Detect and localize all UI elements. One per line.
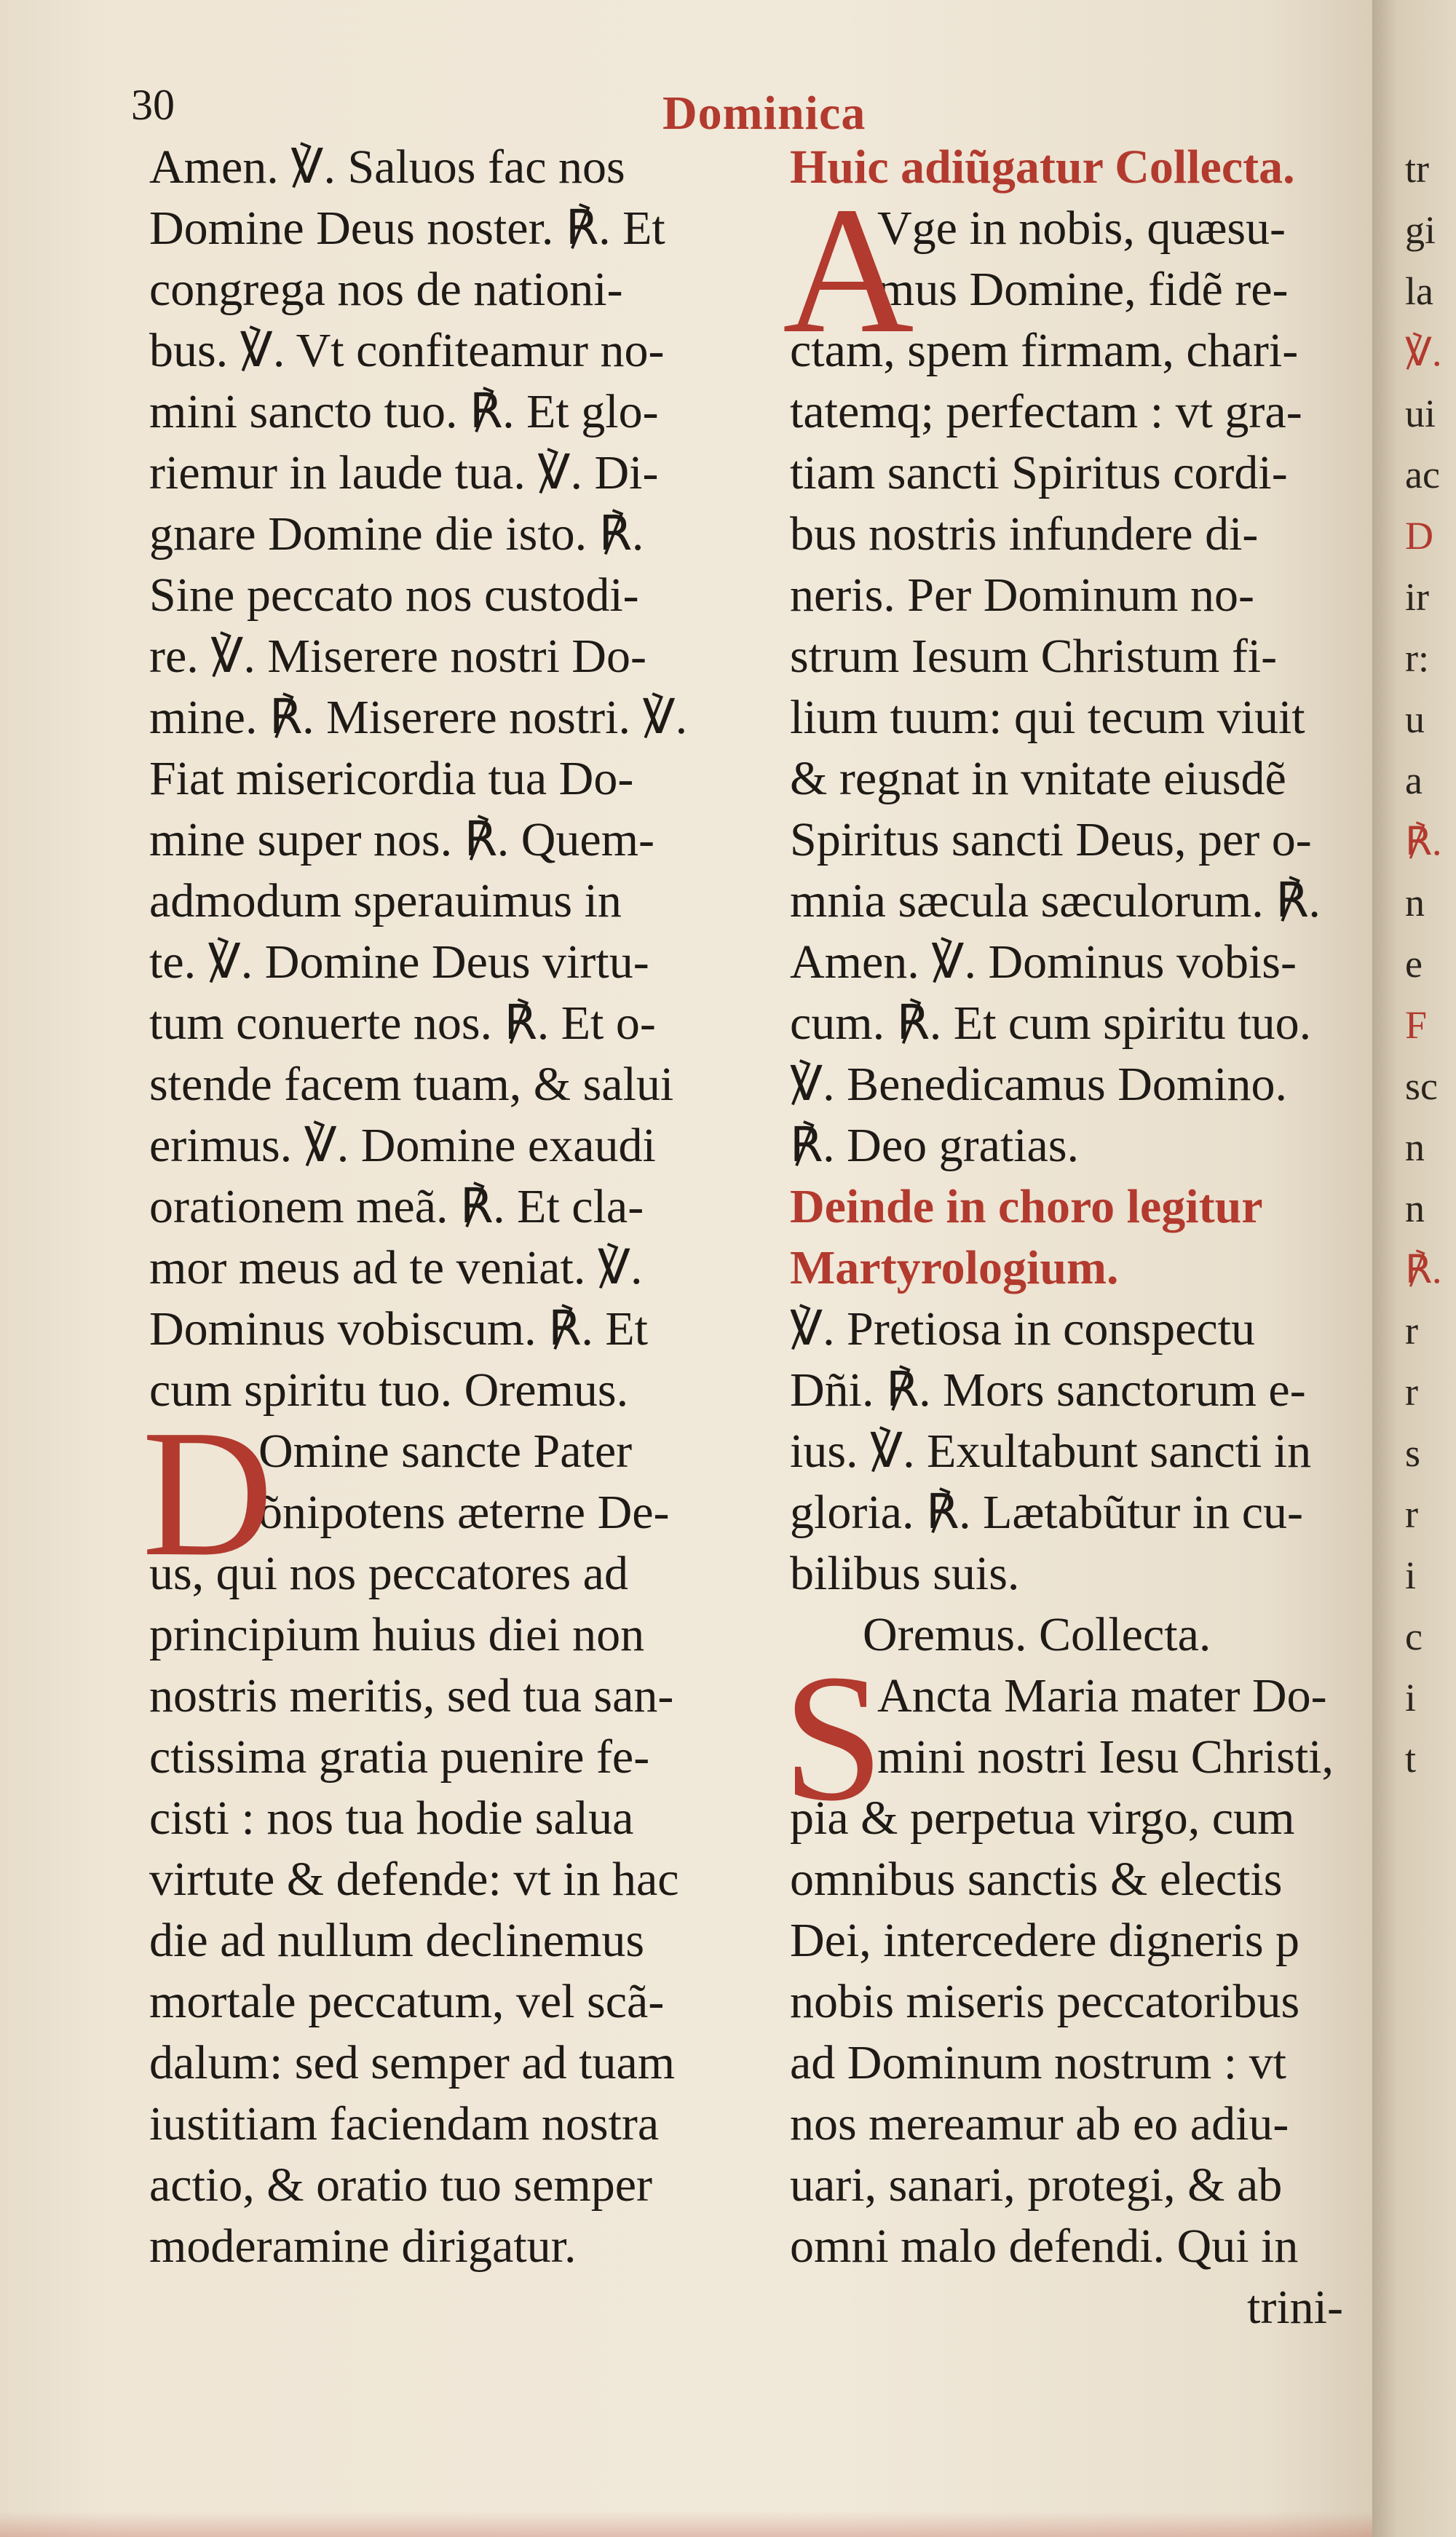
text-line: uari, sanari, protegi, & ab <box>790 2158 1283 2212</box>
page-number: 30 <box>131 81 175 129</box>
text-line: mini sancto tuo. ℟. Et glo- <box>149 385 659 438</box>
text-line: gnare Domine die isto. ℟. <box>149 507 644 561</box>
edge-fragment: a <box>1405 759 1423 802</box>
text-line: riemur in laude tua. ℣. Di- <box>149 446 659 499</box>
text-line: Domine Deus noster. ℟. Et <box>149 202 665 255</box>
right-column <box>783 137 1372 2338</box>
text-line: tatemq; perfectam : vt gra- <box>790 385 1302 438</box>
text-line: orationem meã. ℟. Et cla- <box>149 1180 644 1233</box>
edge-fragment: tr <box>1405 147 1429 191</box>
left-column <box>142 137 768 2277</box>
edge-fragment: r <box>1405 1370 1418 1414</box>
text-line: Dei, intercedere digneris p <box>790 1914 1300 1967</box>
edge-fragment: sc <box>1405 1064 1438 1108</box>
text-line: ius. ℣. Exultabunt sancti in <box>790 1425 1312 1478</box>
text-line: stende facem tuam, & salui <box>149 1058 674 1111</box>
text-line: ad Dominum nostrum : vt <box>790 2036 1286 2089</box>
text-line: actio, & oratio tuo semper <box>149 2158 652 2212</box>
text-line: die ad nullum declinemus <box>149 1914 645 1967</box>
edge-fragment: r: <box>1405 636 1429 680</box>
text-line: mus Domine, fidẽ re- <box>877 263 1289 316</box>
text-line: tiam sancti Spiritus cordi- <box>790 446 1288 499</box>
text-line: cum spiritu tuo. Oremus. <box>149 1364 629 1417</box>
edge-fragment: ℟. <box>1405 820 1442 863</box>
text-line: te. ℣. Domine Deus virtu- <box>149 935 649 989</box>
text-line: bilibus suis. <box>790 1547 1020 1600</box>
edge-fragment: c <box>1405 1615 1423 1658</box>
text-line: principium huius diei non <box>149 1608 645 1661</box>
text-line: ℣. Pretiosa in conspectu <box>790 1302 1256 1355</box>
edge-fragment: ir <box>1405 575 1429 619</box>
dropcap-letter: S <box>783 1637 885 1839</box>
text-line: mine super nos. ℟. Quem- <box>149 813 655 866</box>
text-line: mortale peccatum, vel scã- <box>149 1975 665 2028</box>
text-line: Dñi. ℟. Mors sanctorum e- <box>790 1364 1306 1417</box>
text-line: Sine peccato nos custodi- <box>149 569 639 622</box>
text-line: mini nostri Iesu Christi, <box>877 1730 1334 1784</box>
text-line: cum. ℟. Et cum spiritu tuo. <box>790 997 1312 1050</box>
text-line: neris. Per Dominum no- <box>790 569 1254 622</box>
edge-fragment: la <box>1405 269 1433 313</box>
edge-fragment: n <box>1405 1125 1425 1169</box>
text-line: cisti : nos tua hodie salua <box>149 1792 634 1845</box>
edge-fragment: ℟. <box>1405 1248 1442 1291</box>
page-bottom-edge <box>0 2512 1372 2537</box>
text-line: pia & perpetua virgo, cum <box>790 1792 1295 1845</box>
dropcap-letter: D <box>142 1393 274 1594</box>
rubric-heading: Huic adiũgatur Collecta. <box>790 140 1295 194</box>
catchword: trini- <box>1247 2281 1343 2334</box>
text-line: Amen. ℣. Saluos fac nos <box>149 140 625 194</box>
edge-fragment: D <box>1405 514 1433 558</box>
edge-fragment: e <box>1405 942 1423 986</box>
text-line: omni malo defendi. Qui in <box>790 2220 1299 2273</box>
edge-fragment: F <box>1405 1003 1428 1047</box>
text-line: Spiritus sancti Deus, per o- <box>790 813 1312 866</box>
edge-fragment: ℣. <box>1405 331 1442 374</box>
text-line: Oremus. Collecta. <box>863 1608 1211 1661</box>
text-line: õnipotens æterne De- <box>258 1486 670 1539</box>
text-line: Dominus vobiscum. ℟. Et <box>149 1302 648 1355</box>
text-line: bus nostris infundere di- <box>790 507 1259 561</box>
text-line: ctissima gratia puenire fe- <box>149 1730 650 1784</box>
text-line: lium tuum: qui tecum viuit <box>790 691 1305 744</box>
text-line: ctam, spem firmam, chari- <box>790 324 1299 377</box>
text-line: tum conuerte nos. ℟. Et o- <box>149 997 656 1050</box>
text-line: nostris meritis, sed tua san- <box>149 1669 674 1722</box>
text-line: mine. ℟. Miserere nostri. ℣. <box>149 691 688 744</box>
text-line: ℣. Benedicamus Domino. <box>790 1058 1288 1111</box>
dropcap-letter: A <box>783 170 914 371</box>
text-line: re. ℣. Miserere nostri Do- <box>149 630 646 683</box>
text-line: admodum sperauimus in <box>149 874 622 927</box>
text-line: congrega nos de nationi- <box>149 263 623 316</box>
text-line: Omine sancte Pater <box>258 1425 633 1478</box>
text-line: & regnat in vnitate eiusdẽ <box>790 752 1286 805</box>
text-line: Amen. ℣. Dominus vobis- <box>790 935 1297 989</box>
edge-fragment: n <box>1405 1187 1425 1230</box>
running-head: Dominica <box>662 87 866 140</box>
edge-fragment: r <box>1405 1309 1418 1353</box>
edge-fragment: i <box>1405 1676 1417 1719</box>
text-line: Vge in nobis, quæsu- <box>877 202 1286 255</box>
text-line: moderamine dirigatur. <box>149 2220 577 2273</box>
text-line: Fiat misericordia tua Do- <box>149 752 634 805</box>
edge-fragment: u <box>1405 697 1425 741</box>
edge-fragment: i <box>1405 1554 1417 1597</box>
text-line: nos mereamur ab eo adiu- <box>790 2097 1289 2150</box>
edge-fragment: ac <box>1405 453 1440 496</box>
text-line: us, qui nos peccatores ad <box>149 1547 628 1600</box>
edge-fragment: t <box>1405 1737 1417 1781</box>
text-line: bus. ℣. Vt confiteamur no- <box>149 324 665 377</box>
edge-fragment: gi <box>1405 208 1436 252</box>
text-line: erimus. ℣. Domine exaudi <box>149 1119 656 1172</box>
edge-fragment: ui <box>1405 392 1436 435</box>
rubric-heading: Deinde in choro legitur Martyrologium. <box>790 1180 1262 1294</box>
text-line: nobis miseris peccatoribus <box>790 1975 1300 2028</box>
edge-fragment: r <box>1405 1492 1418 1536</box>
text-line: mnia sæcula sæculorum. ℟. <box>790 874 1321 927</box>
edge-fragment: s <box>1405 1431 1421 1475</box>
text-line: gloria. ℟. Lætabũtur in cu- <box>790 1486 1303 1539</box>
next-page-edge-text <box>1405 138 1456 1789</box>
text-line: dalum: sed semper ad tuam <box>149 2036 676 2089</box>
text-line: strum Iesum Christum fi- <box>790 630 1278 683</box>
text-line: Ancta Maria mater Do- <box>877 1669 1327 1722</box>
text-line: mor meus ad te veniat. ℣. <box>149 1241 643 1294</box>
edge-fragment: n <box>1405 881 1425 925</box>
text-line: virtute & defende: vt in hac <box>149 1853 679 1906</box>
text-line: omnibus sanctis & electis <box>790 1853 1283 1906</box>
text-line: iustitiam faciendam nostra <box>149 2097 660 2150</box>
text-line: ℟. Deo gratias. <box>790 1119 1080 1172</box>
